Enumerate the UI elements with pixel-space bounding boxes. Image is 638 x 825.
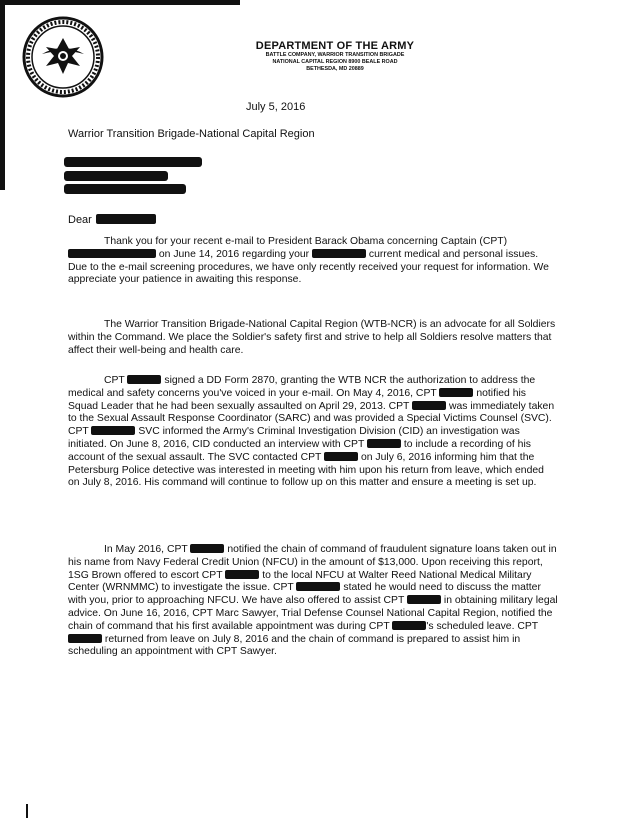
- paragraph-1: [68, 236, 558, 287]
- redaction: [439, 388, 473, 397]
- redaction: [392, 621, 426, 630]
- p3-text-e: SVC informed the Army's Criminal Investigation Division (CID) an investigation was initiated. On June 8, 2016, CID conducted an interview with CPT: [68, 426, 520, 450]
- redaction: [225, 570, 259, 579]
- p4-text-b: notified the chain of command of fraudulent signature loans taken out in his name from Navy Federal Credit Union (NFCU) in the amount of $13,000. Upon receiving this report, 1SG Brown offered to escort CPT: [68, 544, 557, 581]
- letterhead-line-2: NATIONAL CAPITAL REGION 8900 BEALE ROAD: [272, 59, 398, 65]
- redaction: [407, 595, 441, 604]
- redaction: [312, 249, 366, 258]
- p3-text-a: CPT: [104, 375, 125, 386]
- p4-text-a: In May 2016, CPT: [104, 544, 188, 555]
- p4-text-g: returned from leave on July 8, 2016 and the chain of command is prepared to assist him in scheduling an appointment with CPT Sawyer.: [68, 633, 521, 658]
- paragraph-4: [68, 544, 558, 659]
- p2-text: The Warrior Transition Brigade-National Capital Region (WTB-NCR) is an advocate for all Soldiers within the Command. We place the Soldier's safety first and strive to help all Soldiers resolve matters that affect their well-being and health care.: [68, 319, 556, 356]
- p4-text-e: in obtaining military legal advice. On June 16, 2016, CPT Marc Sawyer, Trial Defense Counsel National Capital Region, notified the chain of command that his first available appointment was during CPT: [68, 595, 558, 632]
- letter-date: July 5, 2016: [246, 101, 306, 113]
- p1-text-c: current medical and personal issues. Due to the e-mail screening procedures, we have only recently received your request for information. We appreciate your patience in awaiting this response.: [68, 248, 549, 286]
- scan-edge-left: [0, 0, 5, 190]
- p1-text-a: Thank you for your recent e-mail to President Barack Obama concerning Captain (CPT): [104, 236, 508, 247]
- scan-mark: [26, 804, 28, 818]
- redacted-address-line-1: [64, 157, 202, 167]
- p4-text-c: to the local NFCU at Walter Reed National Medical Military Center (WRNMMC) to investigate the issue. CPT: [68, 569, 532, 594]
- paragraph-3: [68, 375, 558, 490]
- redaction: [367, 439, 401, 448]
- unit-name: Warrior Transition Brigade-National Capital Region: [68, 128, 315, 140]
- scan-edge-top: [0, 0, 240, 5]
- redaction: [68, 249, 156, 258]
- redaction: [296, 582, 340, 591]
- salutation: [68, 214, 156, 226]
- redacted-address-line-3: [64, 184, 186, 194]
- p4-text-d: stated he would need to discuss the matter with you, prior to approaching NFCU. We have also offered to assist CPT: [68, 582, 541, 607]
- redacted-name: [96, 214, 156, 224]
- department-title: DEPARTMENT OF THE ARMY: [255, 40, 415, 52]
- redaction: [68, 634, 102, 643]
- paragraph-2: [68, 319, 558, 357]
- letterhead: [150, 40, 520, 73]
- redaction: [412, 401, 446, 410]
- letterhead-line-3: BETHESDA, MD 20889: [306, 66, 364, 72]
- letterhead-line-1: BATTLE COMPANY, WARRIOR TRANSITION BRIGADE: [265, 52, 405, 58]
- redacted-address-line-2: [64, 171, 168, 181]
- p3-text-f: to include a recording of his account of the sexual assault. The SVC contacted CPT: [68, 438, 531, 463]
- p3-text-b: signed a DD Form 2870, granting the WTB NCR the authorization to address the medical and safety concerns you've voiced in your e-mail. On May 4, 2016, CPT: [68, 375, 536, 399]
- army-seal-icon: [22, 16, 104, 98]
- salutation-text: Dear: [68, 214, 92, 226]
- p3-text-c: notified his Squad Leader that he had been sexually assaulted on April 29, 2013. CPT: [68, 387, 526, 412]
- redaction: [324, 452, 358, 461]
- p1-text-b: on June 14, 2016 regarding your: [158, 248, 310, 260]
- redaction: [190, 544, 224, 553]
- p3-text-g: on July 6, 2016 informing him that the Petersburg Police detective was interested in meeting with him upon his return from leave, which ended on July 8, 2016. His command will continue to follow up on this matter and ensure a meeting is set up.: [68, 451, 544, 489]
- redaction: [127, 375, 161, 384]
- p3-text-d: was immediately taken to the Sexual Assault Response Coordinator (SARC) and was provided a Special Victims Counsel (SVC). CPT: [68, 400, 555, 438]
- redaction: [91, 426, 135, 435]
- p4-text-f: 's scheduled leave. CPT: [426, 620, 538, 632]
